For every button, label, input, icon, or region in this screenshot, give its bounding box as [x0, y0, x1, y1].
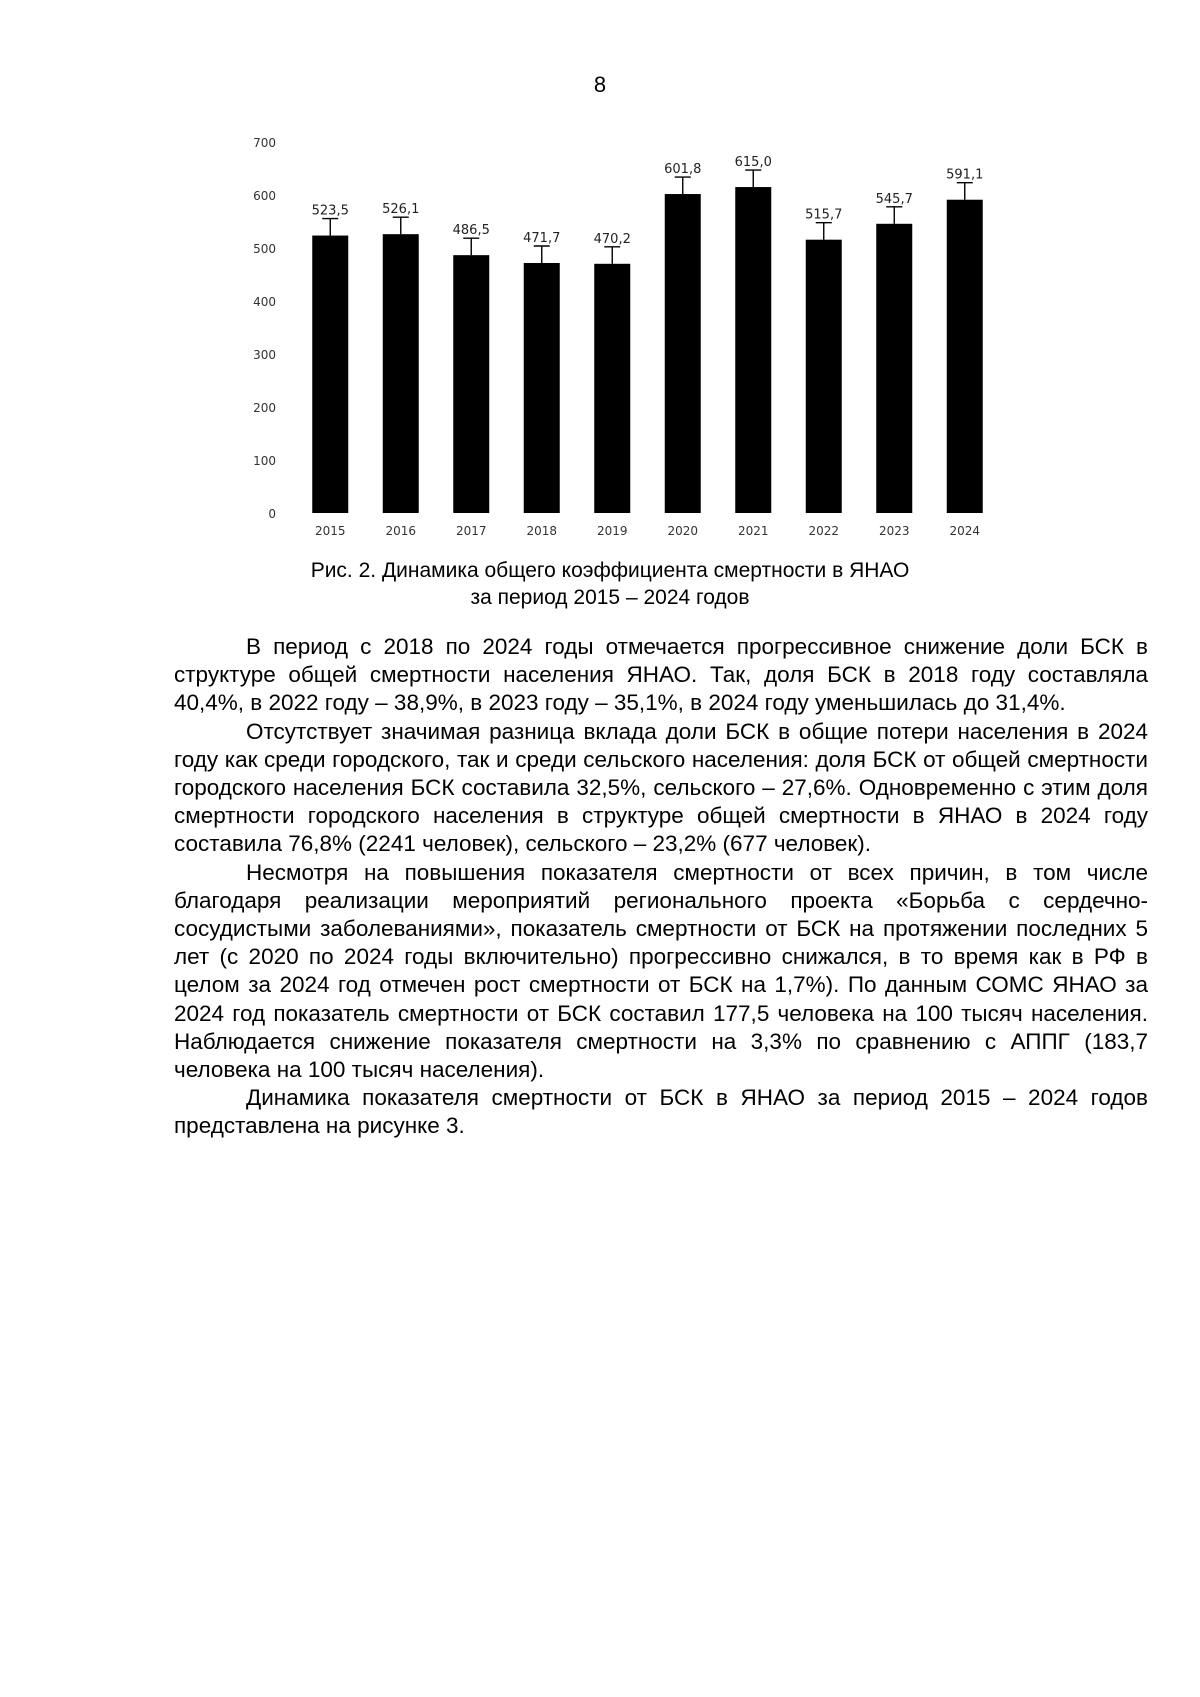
- bar-2016: [383, 234, 419, 513]
- x-tick-label: 2015: [314, 524, 346, 538]
- caption-line-1: Рис. 2. Динамика общего коэффициента смертности в ЯНАО: [310, 559, 910, 582]
- bar-value-label: 471,7: [523, 230, 561, 246]
- paragraph-4: Динамика показателя смертности от БСК в ЯНАО за период 2015 – 2024 годов представлена на рисунке 3.: [174, 1085, 1148, 1139]
- bar-value-label: 486,5: [452, 223, 490, 239]
- figure-caption: [170, 557, 1050, 611]
- bar-value-label: 526,1: [382, 202, 420, 218]
- x-tick-label: 2018: [526, 524, 558, 538]
- bar-2023: [876, 224, 912, 513]
- bar-value-label: 515,7: [805, 207, 843, 223]
- bar-value-label: 591,1: [946, 167, 984, 183]
- bar-2017: [453, 255, 489, 513]
- x-tick-label: 2023: [878, 524, 910, 538]
- caption-line-2: за период 2015 – 2024 годов: [470, 586, 750, 609]
- y-tick-label: 0: [268, 507, 276, 521]
- bar-value-label: 470,2: [593, 231, 631, 247]
- x-tick-label: 2020: [667, 524, 699, 538]
- y-tick-label: 200: [253, 401, 276, 415]
- bar-2024: [947, 200, 983, 513]
- chart-svg: [250, 125, 1010, 540]
- y-tick-label: 100: [253, 454, 276, 468]
- mortality-bar-chart: [250, 125, 1010, 540]
- x-tick-label: 2017: [455, 524, 487, 538]
- x-tick-label: 2019: [596, 524, 628, 538]
- bar-2022: [806, 240, 842, 513]
- x-tick-label: 2024: [949, 524, 981, 538]
- y-tick-label: 500: [253, 242, 276, 256]
- bar-value-label: 545,7: [875, 191, 913, 207]
- page-number: 8: [593, 72, 607, 97]
- x-tick-label: 2021: [737, 524, 769, 538]
- y-tick-label: 400: [253, 295, 276, 309]
- bar-2018: [524, 263, 560, 513]
- paragraph-1: В период с 2018 по 2024 годы отмечается прогрессивное снижение доли БСК в структуре общей смертности населения ЯНАО. Так, доля БСК в 2018 году составляла 40,4%, в 2022 году – 38,9%, в 2023 году – 35,1%, в 2024 году уменьшилась до 31,4%.: [174, 634, 1148, 716]
- y-tick-label: 700: [253, 136, 276, 150]
- x-tick-label: 2016: [385, 524, 417, 538]
- bar-2015: [312, 236, 348, 513]
- bar-2020: [665, 194, 701, 513]
- bar-value-label: 615,0: [734, 155, 772, 171]
- bar-value-label: 523,5: [311, 203, 349, 219]
- x-tick-label: 2022: [808, 524, 840, 538]
- bar-value-label: 601,8: [664, 162, 702, 178]
- bar-2021: [735, 187, 771, 513]
- bar-2019: [594, 264, 630, 513]
- paragraph-3: Несмотря на повышения показателя смертности от всех причин, в том числе благодаря реализации мероприятий регионального проекта «Борьба с сердечно-сосудистыми заболеваниями», показатель смертности от БСК на протяжении последних 5 лет (с 2020 по 2024 годы включительно) прогрессивно снижался, в то время как в РФ в целом за 2024 год отмечен рост смертности от БСК на 1,7%). По данным СОМС ЯНАО за 2024 год показатель смертности от БСК составил 177,5 человека на 100 тысяч населения. Наблюдается снижение показателя смертности на 3,3% по сравнению с АППГ (183,7 человека на 100 тысяч населения).: [174, 859, 1148, 1083]
- y-tick-label: 600: [253, 189, 276, 203]
- paragraph-2: Отсутствует значимая разница вклада доли БСК в общие потери населения в 2024 году как среди городского, так и среди сельского населения: доля БСК от общей смертности городского населения БСК составила 32,5%, сельского – 27,6%. Одновременно с этим доля смертности городского населения в структуре общей смертности в ЯНАО в 2024 году составила 76,8% (2241 человек), сельского – 23,2% (677 человек).: [174, 718, 1148, 857]
- body-text: [174, 633, 1148, 1141]
- y-tick-label: 300: [253, 348, 276, 362]
